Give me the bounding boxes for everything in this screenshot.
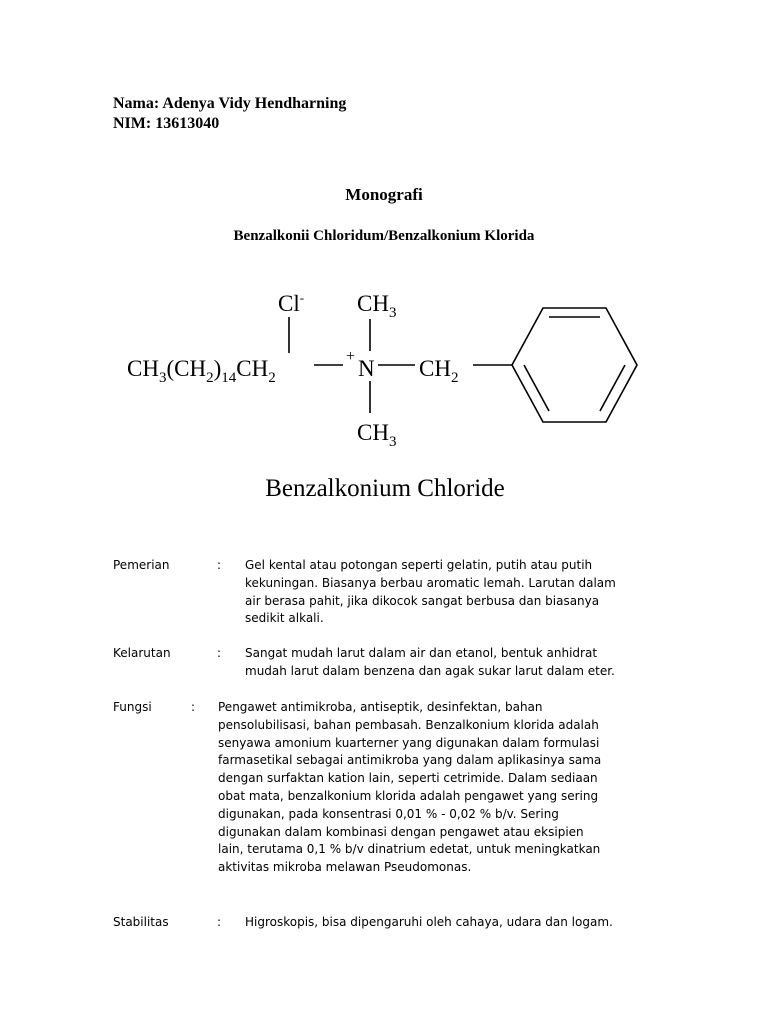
student-nim: NIM: 13613040 xyxy=(113,115,220,132)
plus-charge-label: + xyxy=(346,348,356,365)
property-colon: : xyxy=(217,646,222,660)
property-colon: : xyxy=(217,558,222,572)
property-label: Fungsi xyxy=(113,700,152,714)
chemical-structure-diagram xyxy=(115,275,655,515)
property-colon: : xyxy=(191,700,196,714)
methyl-top-label: $CH_3$ xyxy=(357,291,397,321)
property-label: Stabilitas xyxy=(113,915,169,929)
alkyl-chain-label: $CH_3(CH_2)_{14}CH_2$ xyxy=(127,356,276,386)
property-label: Pemerian xyxy=(113,558,170,572)
benzyl-ch2-label: $CH_2$ xyxy=(419,356,459,386)
methyl-bottom-label: $CH_3$ xyxy=(357,420,397,450)
student-name: Nama: Adenya Vidy Hendharning xyxy=(113,95,347,112)
document-subtitle: Benzalkonii Chloridum/Benzalkonium Klorida xyxy=(233,228,535,244)
structure-caption: Benzalkonium Chloride xyxy=(265,475,505,502)
property-colon: : xyxy=(217,915,222,929)
property-value: Pengawet antimikroba, antiseptik, desinfektan, bahan pensolubilisasi, bahan pembasah. Benzalkonium klorida adalah senyawa amonium kuarterner yang digunakan dalam formulasi farmasetikal sebagai antimikroba yang dalam aplikasinya sama dengan surfaktan kation lain, seperti cetrimide. Dalam sediaan obat mata, benzalkonium klorida adalah pengawet yang sering digunakan, pada konsentrasi 0,01 % - 0,02 % b/v. Sering digunakan dalam kombinasi dengan pengawet atau eksipien lain, terutama 0,1 % b/v dinatrium edetat, untuk meningkatkan aktivitas mikroba melawan Pseudomonas. xyxy=(218,700,602,875)
nitrogen-label: N xyxy=(358,356,375,381)
property-value: Higroskopis, bisa dipengaruhi oleh cahaya, udara dan logam. xyxy=(245,915,613,929)
document-title: Monografi xyxy=(345,185,423,204)
property-value: Gel kental atau potongan seperti gelatin, putih atau putih kekuningan. Biasanya berbau aromatic lemah. Larutan dalam air berasa pahit, jika dikocok sangat berbusa dan biasanya sedikit alkali. xyxy=(245,558,616,626)
chloride-label: Cl- xyxy=(278,290,305,316)
property-value: Sangat mudah larut dalam air dan etanol, bentuk anhidrat mudah larut dalam benzena dan agak sukar larut dalam eter. xyxy=(245,646,615,678)
property-label: Kelarutan xyxy=(113,646,171,660)
benzene-ring xyxy=(512,308,637,422)
